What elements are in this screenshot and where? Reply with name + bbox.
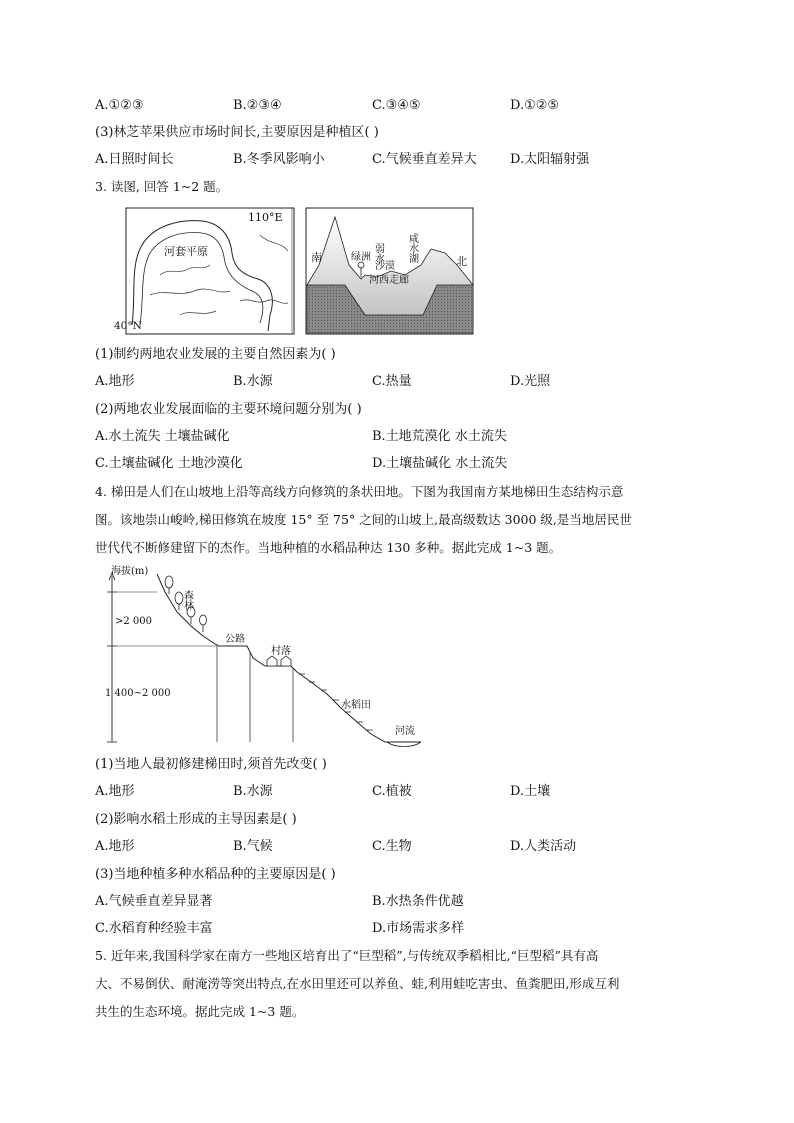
south-label: 南 bbox=[311, 251, 322, 264]
question-5-stem-line: 5. 近年来,我国科学家在南方一些地区培育出了“巨型稻”,与传统双季稻相比,“巨型稻”具有高 bbox=[95, 948, 599, 963]
lower-band-label: 1 400~2 000 bbox=[105, 688, 171, 699]
question-2-sub3: (3)林芝苹果供应市场时间长,主要原因是种植区( ) bbox=[95, 125, 379, 140]
corridor-label: 河西走廊 bbox=[369, 275, 409, 286]
option-b[interactable]: B.②③④ bbox=[233, 98, 282, 113]
option-a[interactable]: A.水土流失 土壤盐碱化 bbox=[95, 429, 230, 444]
option-c[interactable]: C.生物 bbox=[372, 839, 412, 854]
option-c[interactable]: C.③④⑤ bbox=[372, 98, 421, 113]
river-label: 弱水 bbox=[372, 243, 384, 263]
village-label: 村落 bbox=[271, 646, 291, 657]
option-d[interactable]: D.太阳辐射强 bbox=[510, 152, 590, 167]
question-3-sub2: (2)两地农业发展面临的主要环境问题分别为( ) bbox=[95, 402, 362, 417]
longitude-label: 110°E bbox=[248, 211, 283, 224]
question-4-stem-line: 4. 梯田是人们在山坡地上沿等高线方向修筑的条状田地。下图为我国南方某地梯田生态结构示意 bbox=[95, 484, 624, 499]
question-4-stem-line: 世代代不断修建留下的杰作。当地种植的水稻品种达 130 多种。据此完成 1~3 题。 bbox=[95, 540, 562, 555]
north-label: 北 bbox=[456, 255, 467, 268]
oasis-label: 绿洲 bbox=[351, 252, 371, 263]
question-3-sub1: (1)制约两地农业发展的主要自然因素为( ) bbox=[95, 347, 336, 362]
hetao-plain-label: 河套平原 bbox=[164, 245, 208, 258]
option-b[interactable]: B.冬季风影响小 bbox=[233, 152, 325, 167]
question-5-stem-line: 大、不易倒伏、耐淹涝等突出特点,在水田里还可以养鱼、蛙,利用蛙吃害虫、鱼粪肥田,形成互利 bbox=[95, 976, 620, 991]
option-b[interactable]: B.水源 bbox=[233, 784, 273, 799]
option-b[interactable]: B.水热条件优越 bbox=[372, 894, 464, 909]
desert-label: 沙漠 bbox=[375, 261, 395, 272]
village-houses bbox=[267, 656, 291, 666]
option-a[interactable]: A.地形 bbox=[95, 839, 135, 854]
option-b[interactable]: B.气候 bbox=[233, 839, 273, 854]
option-c[interactable]: C.土壤盐碱化 土地沙漠化 bbox=[95, 456, 243, 471]
option-a[interactable]: A.①②③ bbox=[95, 98, 144, 113]
option-d[interactable]: D.土壤盐碱化 水土流失 bbox=[372, 456, 508, 471]
option-b[interactable]: B.土地荒漠化 水土流失 bbox=[372, 429, 507, 444]
river-label: 河流 bbox=[395, 726, 415, 737]
latitude-label: 40°N bbox=[114, 320, 142, 332]
option-c[interactable]: C.植被 bbox=[372, 784, 412, 799]
option-a[interactable]: A.地形 bbox=[95, 784, 135, 799]
option-a[interactable]: A.地形 bbox=[95, 374, 135, 389]
question-3-stem: 3. 读图, 回答 1~2 题。 bbox=[95, 179, 229, 194]
paddy-label: 水稻田 bbox=[341, 700, 371, 711]
option-d[interactable]: D.光照 bbox=[510, 374, 551, 389]
hetao-map-figure bbox=[114, 205, 300, 337]
option-b[interactable]: B.水源 bbox=[233, 374, 273, 389]
option-c[interactable]: C.气候垂直差异大 bbox=[372, 152, 477, 167]
option-d[interactable]: D.土壤 bbox=[510, 784, 551, 799]
forest-label: 森林 bbox=[181, 590, 193, 610]
question-4-sub2: (2)影响水稻土形成的主导因素是( ) bbox=[95, 812, 297, 827]
upper-band-label: >2 000 bbox=[115, 616, 153, 627]
option-d[interactable]: D.人类活动 bbox=[510, 839, 577, 854]
option-c[interactable]: C.水稻育种经验丰富 bbox=[95, 921, 213, 936]
hexi-corridor-section-figure bbox=[305, 205, 475, 337]
option-d[interactable]: D.①②⑤ bbox=[510, 98, 560, 113]
option-c[interactable]: C.热量 bbox=[372, 374, 412, 389]
salt-lake-label: 咸水湖 bbox=[406, 233, 418, 263]
question-4-sub3: (3)当地种植多种水稻品种的主要原因是( ) bbox=[95, 867, 336, 882]
option-d[interactable]: D.市场需求多样 bbox=[372, 921, 465, 936]
option-a[interactable]: A.日照时间长 bbox=[95, 152, 174, 167]
terrace-ecology-diagram bbox=[95, 562, 435, 752]
option-a[interactable]: A.气候垂直差异显著 bbox=[95, 894, 213, 909]
road-label: 公路 bbox=[225, 634, 245, 645]
altitude-axis-label: 海拔(m) bbox=[111, 566, 149, 577]
question-5-stem-line: 共生的生态环境。据此完成 1~3 题。 bbox=[95, 1004, 305, 1019]
question-4-stem-line: 图。该地崇山峻岭,梯田修筑在坡度 15° 至 75° 之间的山坡上,最高级数达 3000 级,是当地居民世 bbox=[95, 512, 632, 527]
question-4-sub1: (1)当地人最初修建梯田时,须首先改变( ) bbox=[95, 757, 327, 772]
